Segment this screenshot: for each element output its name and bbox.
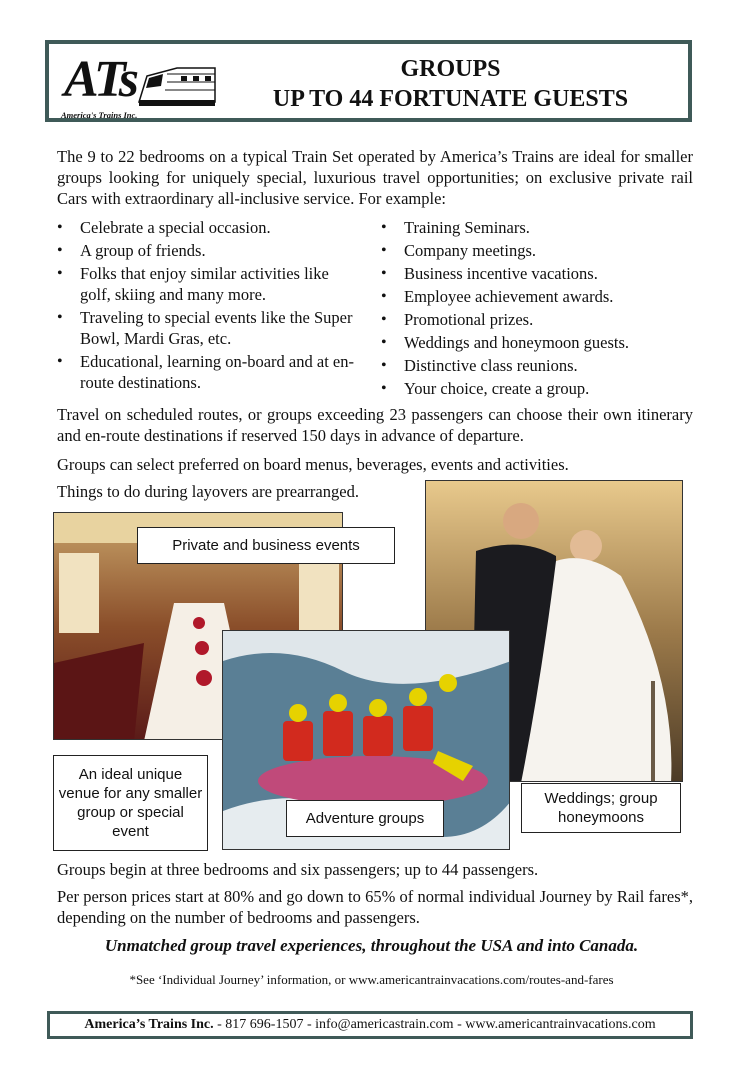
list-item: • Folks that enjoy similar activities like golf, skiing and many more. <box>55 263 355 305</box>
list-item: • Company meetings. <box>379 240 689 261</box>
list-item: • Distinctive class reunions. <box>379 355 689 376</box>
menus-paragraph: Groups can select preferred on board menus, beverages, events and activities. <box>57 455 569 474</box>
list-item: • Business incentive vacations. <box>379 263 689 284</box>
list-item: • Traveling to special events like the Super Bowl, Mardi Gras, etc. <box>55 307 355 349</box>
pricing-paragraph: Per person prices start at 80% and go down to 65% of normal individual Journey by Rail fares*, depending on the number of bedrooms and passengers. <box>57 887 693 927</box>
list-item: • A group of friends. <box>55 240 355 261</box>
routes-paragraph: Travel on scheduled routes, or groups exceeding 23 passengers can choose their own itinerary and en-route destinations if reserved 150 days in advance of departure. <box>57 405 693 445</box>
title-line-2: UP TO 44 FORTUNATE GUESTS <box>272 86 629 112</box>
groups-size-paragraph: Groups begin at three bedrooms and six passengers; up to 44 passengers. <box>57 860 539 879</box>
list-item: • Celebrate a special occasion. <box>55 217 355 238</box>
tagline: Unmatched group travel experiences, throughout the USA and into Canada. <box>104 936 639 955</box>
list-item: • Promotional prizes. <box>379 309 689 330</box>
list-item: • Your choice, create a group. <box>379 378 689 399</box>
list-item: • Educational, learning on-board and at en-route destinations. <box>55 351 355 393</box>
footer-details: - 817 696-1507 - info@americastrain.com - www.americantrainvacations.com <box>213 1017 656 1032</box>
list-item: • Training Seminars. <box>379 217 689 238</box>
list-item: • Employee achievement awards. <box>379 286 689 307</box>
locomotive-icon <box>137 62 217 108</box>
logo-text: ATs <box>64 51 138 108</box>
layovers-paragraph: Things to do during layovers are prearranged. <box>57 482 359 501</box>
footer-contact-box <box>47 1011 693 1039</box>
caption-private-events: Private and business events <box>137 527 395 564</box>
logo-subtitle: America's Trains Inc. <box>61 110 138 120</box>
caption-weddings: Weddings; group honeymoons <box>521 783 681 833</box>
footnote: *See ‘Individual Journey’ information, or www.americantrainvacations.com/routes-and-fares <box>129 972 614 987</box>
intro-paragraph: The 9 to 22 bedrooms on a typical Train Set operated by America’s Trains are ideal for smaller groups looking for uniquely special, luxurious travel opportunities; on exclusive private rail Cars with extraordinary all-inclusive service. For example: <box>57 147 693 208</box>
company-logo <box>59 51 209 120</box>
list-item: • Weddings and honeymoon guests. <box>379 332 689 353</box>
caption-adventure: Adventure groups <box>286 800 444 837</box>
caption-unique-venue: An ideal unique venue for any smaller group or special event <box>53 755 208 851</box>
header-box <box>45 40 692 122</box>
left-bullet-list <box>55 217 355 395</box>
right-bullet-list <box>379 217 689 401</box>
footer-company: America’s Trains Inc. <box>84 1017 214 1032</box>
title-line-1: GROUPS <box>400 56 501 82</box>
page-title <box>219 54 682 114</box>
